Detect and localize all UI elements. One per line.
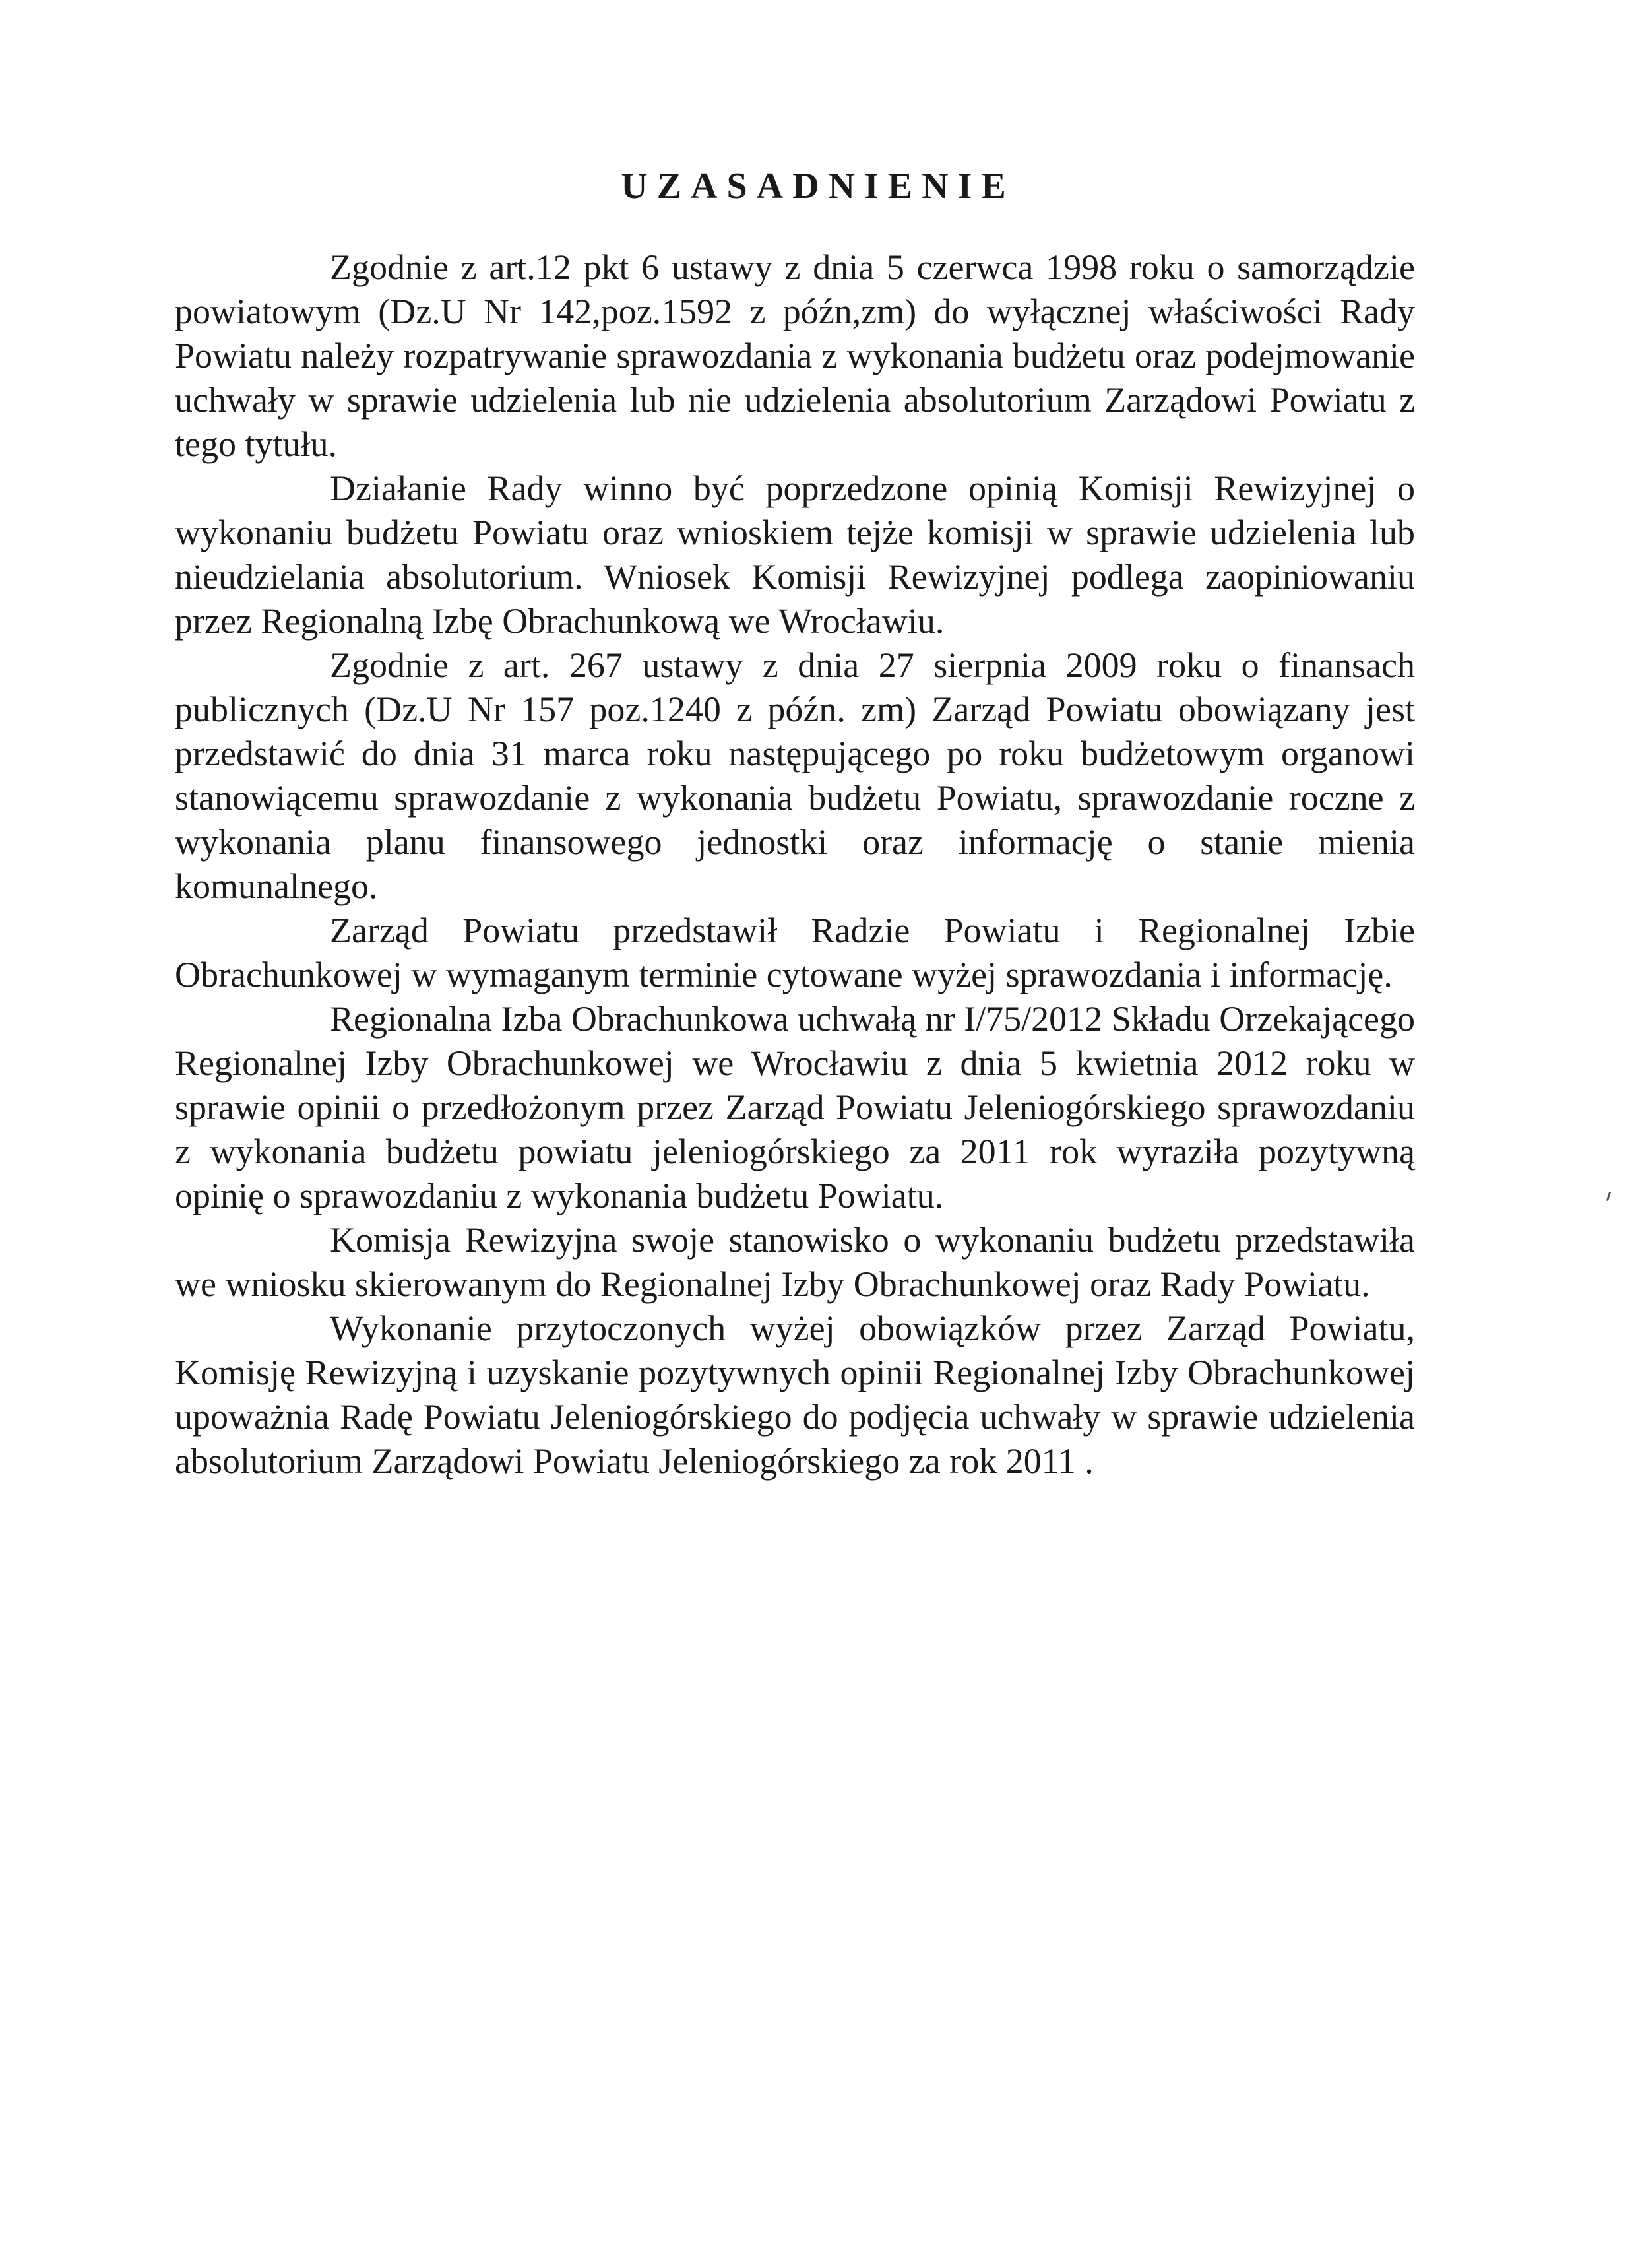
document-title: UZASADNIENIE <box>621 166 1015 207</box>
document-body <box>175 245 1415 1483</box>
paragraph-rio-resolution: Regionalna Izba Obrachunkowa uchwałą nr I/75/2012 Składu Orzekającego Regionalnej Izby Obrachunkowej we Wrocławiu z dnia 5 kwietnia 2012 roku w sprawie opinii o przedłożonym przez Zarząd Powiatu Jeleniogórskiego sprawozdaniu z wykonania budżetu powiatu jeleniogórskiego za 2011 rok wyraziła pozytywną opinię o sprawozdaniu z wykonania budżetu Powiatu. <box>175 999 1415 1215</box>
scan-speck <box>1606 1192 1611 1201</box>
paragraph-reporting-obligation: Zgodnie z art. 267 ustawy z dnia 27 sierpnia 2009 roku o finansach publicznych (Dz.U Nr 157 poz.1240 z późn. zm) Zarząd Powiatu obowiązany jest przedstawić do dnia 31 marca roku następującego po roku budżetowym organowi stanowiącemu sprawozdanie z wykonania budżetu Powiatu, sprawozdanie roczne z wykonania planu finansowego jednostki oraz informację o stanie mienia komunalnego. <box>175 645 1415 906</box>
paragraph-commission-position: Komisja Rewizyjna swoje stanowisko o wykonaniu budżetu przedstawiła we wniosku skierowanym do Regionalnej Izby Obrachunkowej oraz Rady Powiatu. <box>175 1220 1415 1304</box>
paragraph-conclusion: Wykonanie przytoczonych wyżej obowiązków przez Zarząd Powiatu, Komisję Rewizyjną i uzyskanie pozytywnych opinii Regionalnej Izby Obrachunkowej upoważnia Radę Powiatu Jeleniogórskiego do podjęcia uchwały w sprawie udzielenia absolutorium Zarządowi Powiatu Jeleniogórskiego za rok 2011 . <box>175 1309 1415 1481</box>
paragraph-report-submitted: Zarząd Powiatu przedstawił Radzie Powiatu i Regionalnej Izbie Obrachunkowej w wymaganym terminie cytowane wyżej sprawozdania i informację. <box>175 911 1415 994</box>
paragraph-commission-opinion: Działanie Rady winno być poprzedzone opinią Komisji Rewizyjnej o wykonaniu budżetu Powiatu oraz wnioskiem tejże komisji w sprawie udzielenia lub nieudzielania absolutorium. Wniosek Komisji Rewizyjnej podlega zaopiniowaniu przez Regionalną Izbę Obrachunkową we Wrocławiu. <box>175 469 1415 641</box>
paragraph-legal-basis: Zgodnie z art.12 pkt 6 ustawy z dnia 5 czerwca 1998 roku o samorządzie powiatowym (Dz.U Nr 142,poz.1592 z późn,zm) do wyłącznej właściwości Rady Powiatu należy rozpatrywanie sprawozdania z wykonania budżetu oraz podejmowanie uchwały w sprawie udzielenia lub nie udzielenia absolutorium Zarządowi Powiatu z tego tytułu. <box>175 247 1415 464</box>
